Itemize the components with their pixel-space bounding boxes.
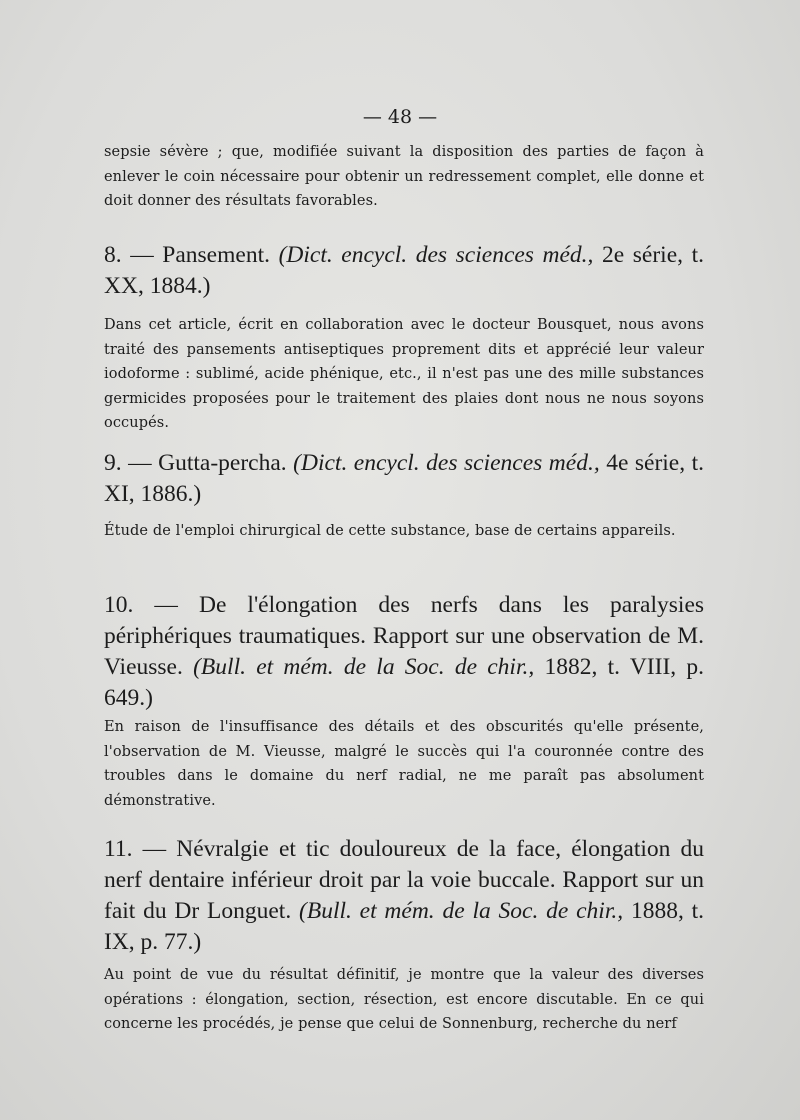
intro-paragraph: sepsie sévère ; que, modifiée suivant la disposition des parties de façon à enlever le coin nécessaire pour obtenir un redressement complet, elle donne et doit donner des résultats favorables. — [104, 144, 704, 209]
entry-11-summary: Au point de vue du résultat définitif, je montre que la valeur des diverses opérations : élongation, section, résection, est encore discutable. En ce qui concerne les procédés, je pense que celui de Sonnenburg, recherche du nerf — [104, 967, 704, 1032]
entry-10-summary: En raison de l'insuffisance des détails et des obscurités qu'elle présente, l'observation de M. Vieusse, malgré le succès qui l'a couronnée contre des troubles dans le domaine du nerf radial, ne me paraît pas absolument démonstrative. — [104, 719, 704, 809]
entry-title: Pansement. — [162, 242, 270, 268]
entry-reference: (Bull. et mém. de la Soc. de chir., — [193, 654, 535, 680]
page-number: — 48 — — [362, 106, 438, 128]
entry-reference-rest: 2e série, t. XX, 1884.) — [104, 242, 704, 299]
entry-number: 9. — — [104, 450, 152, 476]
entry-10-heading — [104, 590, 704, 714]
entry-reference: (Bull. et mém. de la Soc. de chir., — [299, 898, 624, 924]
entry-reference-rest: 4e série, t. XI, 1886.) — [104, 450, 705, 507]
entry-9-summary: Étude de l'emploi chirurgical de cette substance, base de certains appareils. — [104, 523, 676, 539]
entry-reference-rest: 1888, t. IX, p. 77.) — [104, 898, 705, 955]
entry-title: Névralgie et tic douloureux de la face, élongation du nerf dentaire inférieur droit par la voie buccale. Rapport sur un fait du Dr Longuet. — [104, 836, 704, 924]
entry-title: Gutta-percha. — [158, 450, 287, 476]
entry-reference-rest: 1882, t. VIII, p. 649.) — [104, 654, 705, 711]
entry-number: 10. — — [104, 592, 178, 618]
entry-reference: (Dict. encycl. des sciences méd., — [278, 242, 594, 268]
entry-reference: (Dict. encycl. des sciences méd., — [293, 450, 600, 476]
entry-8-summary: Dans cet article, écrit en collaboration avec le docteur Bousquet, nous avons traité des pansements antiseptiques proprement dits et apprécié leur valeur iodoforme : sublimé, acide phénique, etc., il n'est pas une des mille substances germicides proposées pour le traitement des plaies dont nous ne nous soyons occupés. — [104, 317, 704, 431]
entry-8-heading — [104, 240, 704, 302]
entry-number: 11. — — [104, 836, 167, 862]
entry-11-heading — [104, 834, 704, 958]
entry-number: 8. — — [104, 242, 154, 268]
entry-title: De l'élongation des nerfs dans les paralysies périphériques traumatiques. Rapport sur une observation de M. Vieusse. — [104, 592, 705, 680]
entry-9-heading — [104, 448, 704, 510]
